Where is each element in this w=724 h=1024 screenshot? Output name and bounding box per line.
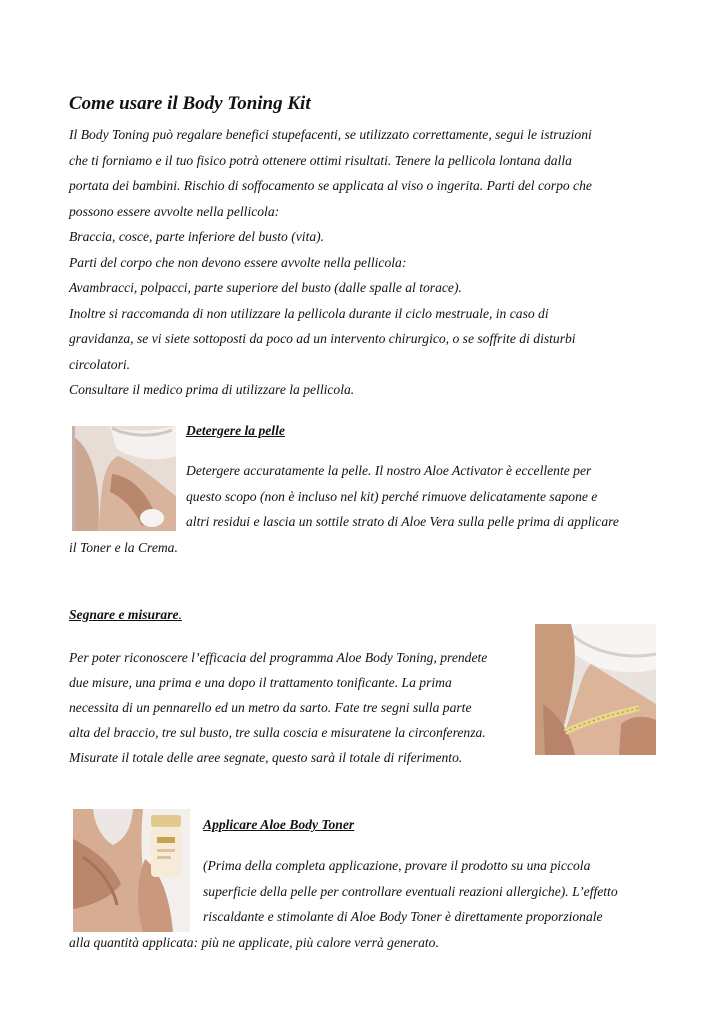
- section-line: alla quantità applicata: più ne applicate, più calore verrà generato.: [69, 935, 439, 950]
- section-line: necessita di un pennarello ed un metro da sarto. Fate tre segni sulla parte: [69, 700, 472, 715]
- section-line: riscaldante e stimolante di Aloe Body Toner è direttamente proporzionale: [203, 909, 603, 924]
- measuring-photo: [535, 624, 656, 755]
- section-heading-measure-text: Segnare e misurare: [69, 607, 179, 622]
- section-line: Misurate il totale delle aree segnate, questo sarà il totale di riferimento.: [69, 750, 463, 765]
- section-heading-measure-suffix: .: [178, 607, 182, 622]
- section-line: il Toner e la Crema.: [69, 540, 178, 555]
- toner-photo: [73, 809, 190, 932]
- toner-photo-graphic: [73, 809, 190, 932]
- intro-line: che ti forniamo e il tuo fisico potrà ottenere ottimi risultati. Tenere la pellicola lontana dalla: [69, 152, 572, 168]
- section-line: (Prima della completa applicazione, provare il prodotto su una piccola: [203, 858, 591, 873]
- intro-line: Parti del corpo che non devono essere avvolte nella pellicola:: [69, 254, 407, 270]
- section-line: due misure, una prima e una dopo il trattamento tonificante. La prima: [69, 675, 452, 690]
- intro-line: portata dei bambini. Rischio di soffocamento se applicata al viso o ingerita. Parti del corpo che: [69, 178, 592, 193]
- cleansing-photo: [72, 426, 176, 531]
- section-line: Detergere accuratamente la pelle. Il nostro Aloe Activator è eccellente per: [186, 463, 592, 478]
- intro-line: Avambracci, polpacci, parte superiore del busto (dalle spalle al torace).: [69, 280, 462, 295]
- measuring-photo-graphic: [535, 624, 656, 755]
- section-heading-measure: [69, 607, 182, 623]
- cleansing-photo-graphic: [72, 426, 176, 531]
- section-line: altri residui e lascia un sottile strato di Aloe Vera sulla pelle prima di applicare: [186, 514, 619, 529]
- intro-line: Il Body Toning può regalare benefici stupefacenti, se utilizzato correttamente, segui le istruzioni: [69, 127, 592, 142]
- intro-line: Braccia, cosce, parte inferiore del busto (vita).: [69, 229, 325, 244]
- section-line: Per poter riconoscere l’efficacia del programma Aloe Body Toning, prendete: [69, 650, 488, 665]
- section-heading-toner: Applicare Aloe Body Toner: [203, 817, 355, 832]
- section-line: questo scopo (non è incluso nel kit) perché rimuove delicatamente sapone e: [186, 489, 598, 504]
- intro-line: Consultare il medico prima di utilizzare la pellicola.: [69, 382, 355, 397]
- page-title: Come usare il Body Toning Kit: [69, 93, 311, 114]
- intro-paragraph: [69, 122, 669, 403]
- section-line: alta del braccio, tre sul busto, tre sulla coscia e misuratene la circonferenza.: [69, 725, 486, 740]
- intro-line: possono essere avvolte nella pellicola:: [69, 203, 280, 219]
- section-line: superficie della pelle per controllare eventuali reazioni allergiche). L’effetto: [203, 884, 618, 899]
- section-heading-cleansing: Detergere la pelle: [186, 423, 285, 438]
- intro-line: Inoltre si raccomanda di non utilizzare la pellicola durante il ciclo mestruale, in caso di: [69, 305, 549, 321]
- intro-line: circolatori.: [69, 356, 131, 372]
- intro-line: gravidanza, se vi siete sottoposti da poco ad un intervento chirurgico, o se soffrite di disturbi: [69, 331, 576, 346]
